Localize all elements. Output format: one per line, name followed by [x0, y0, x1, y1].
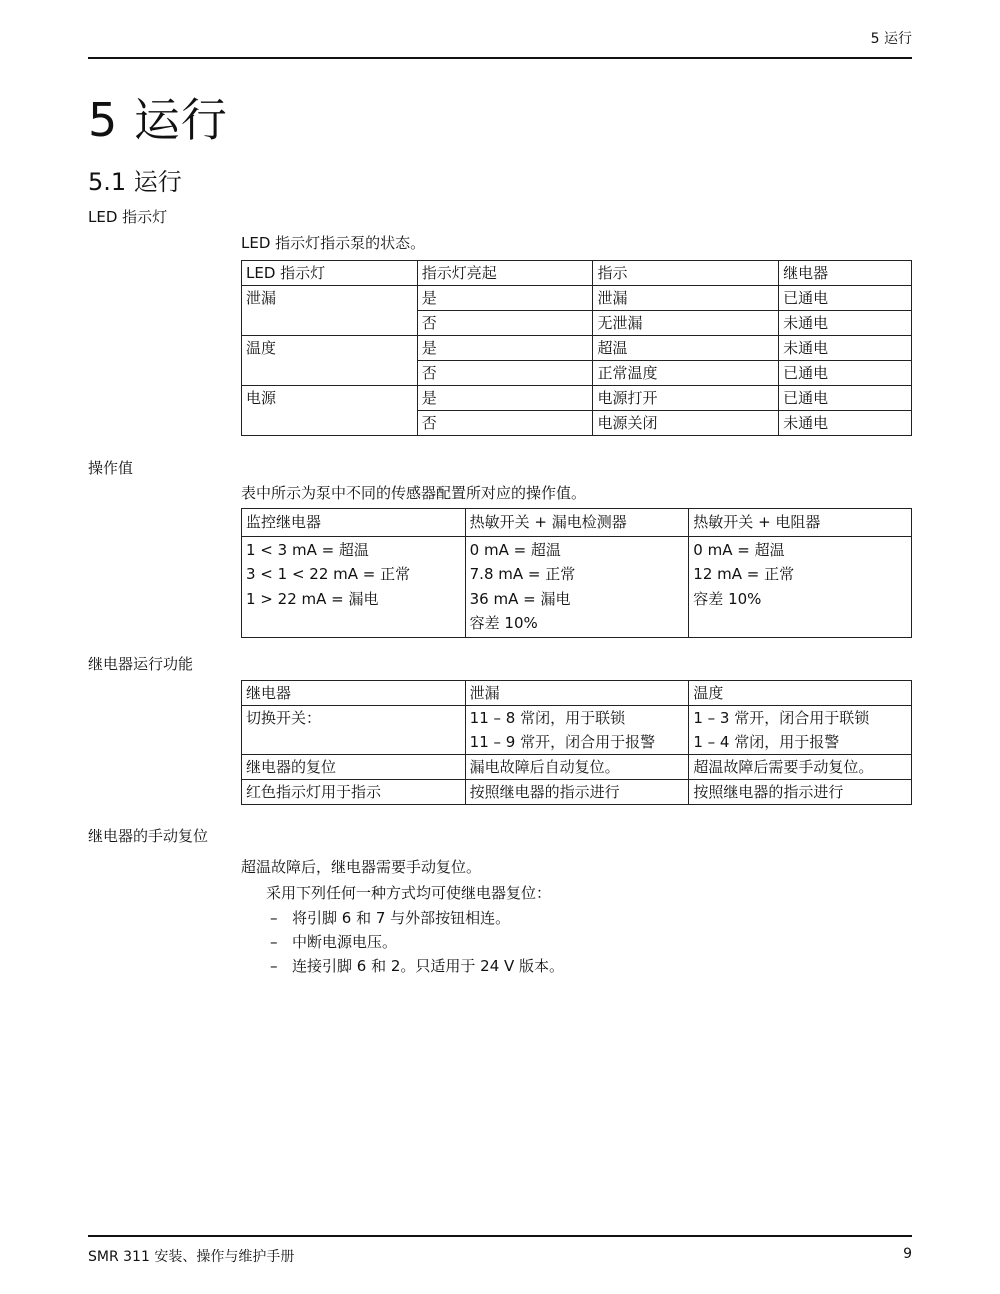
column-header: 监控继电器 [242, 509, 466, 537]
dash-bullet: – [270, 909, 278, 927]
leak-cell [465, 706, 689, 755]
led-group-name: 温度 [242, 336, 418, 386]
list-item [270, 907, 510, 928]
chapter-title: 5 运行 [88, 93, 228, 147]
column-header: LED 指示灯 [242, 261, 418, 286]
table-cell: 是 [417, 286, 593, 311]
manual-reset-intro: 超温故障后，继电器需要手动复位。 [241, 858, 482, 876]
table-cell: 已通电 [779, 286, 912, 311]
column-header: 指示灯亮起 [417, 261, 593, 286]
table-cell: 电源打开 [593, 386, 779, 411]
operating-intro: 表中所示为泵中不同的传感器配置所对应的操作值。 [241, 484, 587, 502]
operating-table [241, 508, 912, 638]
value-line: 36 mA = 漏电 [469, 589, 571, 608]
header-rule [88, 57, 912, 59]
table-cell: 未通电 [779, 336, 912, 361]
led-group-name: 电源 [242, 386, 418, 436]
value-line: 容差 10% [469, 614, 538, 632]
value-line: 7.8 mA = 正常 [469, 565, 576, 583]
section-title: 5.1 运行 [88, 168, 182, 196]
table-cell: 否 [417, 411, 593, 436]
list-item [270, 955, 564, 976]
table-cell: 已通电 [779, 361, 912, 386]
table-cell: 无泄漏 [593, 311, 779, 336]
value-line: 3 < 1 < 22 mA = 正常 [246, 565, 411, 583]
led-table [241, 260, 912, 436]
table-cell: 电源关闭 [593, 411, 779, 436]
table-cell: 未通电 [779, 311, 912, 336]
table-cell: 正常温度 [593, 361, 779, 386]
value-line: 11 – 8 常闭，用于联锁 [469, 709, 626, 727]
relay-heading: 继电器运行功能 [88, 655, 194, 673]
table-row [242, 336, 912, 361]
value-line: 12 mA = 正常 [693, 565, 795, 583]
value-line: 11 – 9 常开，闭合用于报警 [469, 733, 656, 751]
list-item [270, 931, 397, 952]
table-row [242, 386, 912, 411]
value-line: 0 mA = 超温 [469, 540, 561, 559]
footer-doc-title: SMR 311 安装、操作与维护手册 [88, 1249, 295, 1265]
table-cell: 否 [417, 311, 593, 336]
table-cell: 是 [417, 336, 593, 361]
table-header-row [242, 509, 912, 537]
page-number: 9 [903, 1246, 912, 1262]
table-row [242, 780, 912, 805]
temp-cell: 按照继电器的指示进行 [689, 780, 912, 805]
thermal-resistor-values [689, 536, 912, 637]
operating-heading: 操作值 [88, 459, 134, 477]
column-header: 热敏开关 + 电阻器 [689, 509, 912, 537]
led-heading: LED 指示灯 [88, 208, 168, 226]
row-label: 红色指示灯用于指示 [242, 780, 466, 805]
thermal-leak-values [465, 536, 689, 637]
table-row [242, 755, 912, 780]
column-header: 指示 [593, 261, 779, 286]
value-line: 1 – 3 常开，闭合用于联锁 [693, 709, 870, 727]
column-header: 热敏开关 + 漏电检测器 [465, 509, 689, 537]
relay-table [241, 680, 912, 805]
list-item-text: 中断电源电压。 [292, 933, 398, 951]
table-cell: 泄漏 [593, 286, 779, 311]
running-header: 5 运行 [870, 31, 912, 47]
temp-cell: 超温故障后需要手动复位。 [689, 755, 912, 780]
led-group-name: 泄漏 [242, 286, 418, 336]
dash-bullet: – [270, 957, 278, 975]
table-header-row [242, 261, 912, 286]
leak-cell: 按照继电器的指示进行 [465, 780, 689, 805]
column-header: 泄漏 [465, 681, 689, 706]
table-cell: 未通电 [779, 411, 912, 436]
list-item-text: 连接引脚 6 和 2。只适用于 24 V 版本。 [292, 957, 565, 975]
table-header-row [242, 681, 912, 706]
dash-bullet: – [270, 933, 278, 951]
list-item-text: 将引脚 6 和 7 与外部按钮相连。 [292, 909, 511, 927]
leak-cell: 漏电故障后自动复位。 [465, 755, 689, 780]
temp-cell [689, 706, 912, 755]
value-line: 0 mA = 超温 [693, 540, 785, 559]
table-row [242, 536, 912, 637]
monitor-relay-values [242, 536, 466, 637]
table-cell: 否 [417, 361, 593, 386]
row-label: 切换开关： [242, 706, 466, 755]
footer-rule [88, 1235, 912, 1237]
led-intro: LED 指示灯指示泵的状态。 [241, 234, 426, 252]
column-header: 继电器 [242, 681, 466, 706]
table-cell: 是 [417, 386, 593, 411]
column-header: 继电器 [779, 261, 912, 286]
value-line: 容差 10% [693, 589, 762, 608]
table-row [242, 706, 912, 755]
manual-reset-lead: 采用下列任何一种方式均可使继电器复位： [266, 884, 552, 902]
table-cell: 超温 [593, 336, 779, 361]
table-row [242, 286, 912, 311]
column-header: 温度 [689, 681, 912, 706]
row-label: 继电器的复位 [242, 755, 466, 780]
manual-reset-heading: 继电器的手动复位 [88, 827, 209, 845]
table-cell: 已通电 [779, 386, 912, 411]
value-line: 1 < 3 mA = 超温 [246, 540, 369, 559]
value-line: 1 – 4 常闭，用于报警 [693, 733, 840, 751]
value-line: 1 > 22 mA = 漏电 [246, 589, 379, 608]
